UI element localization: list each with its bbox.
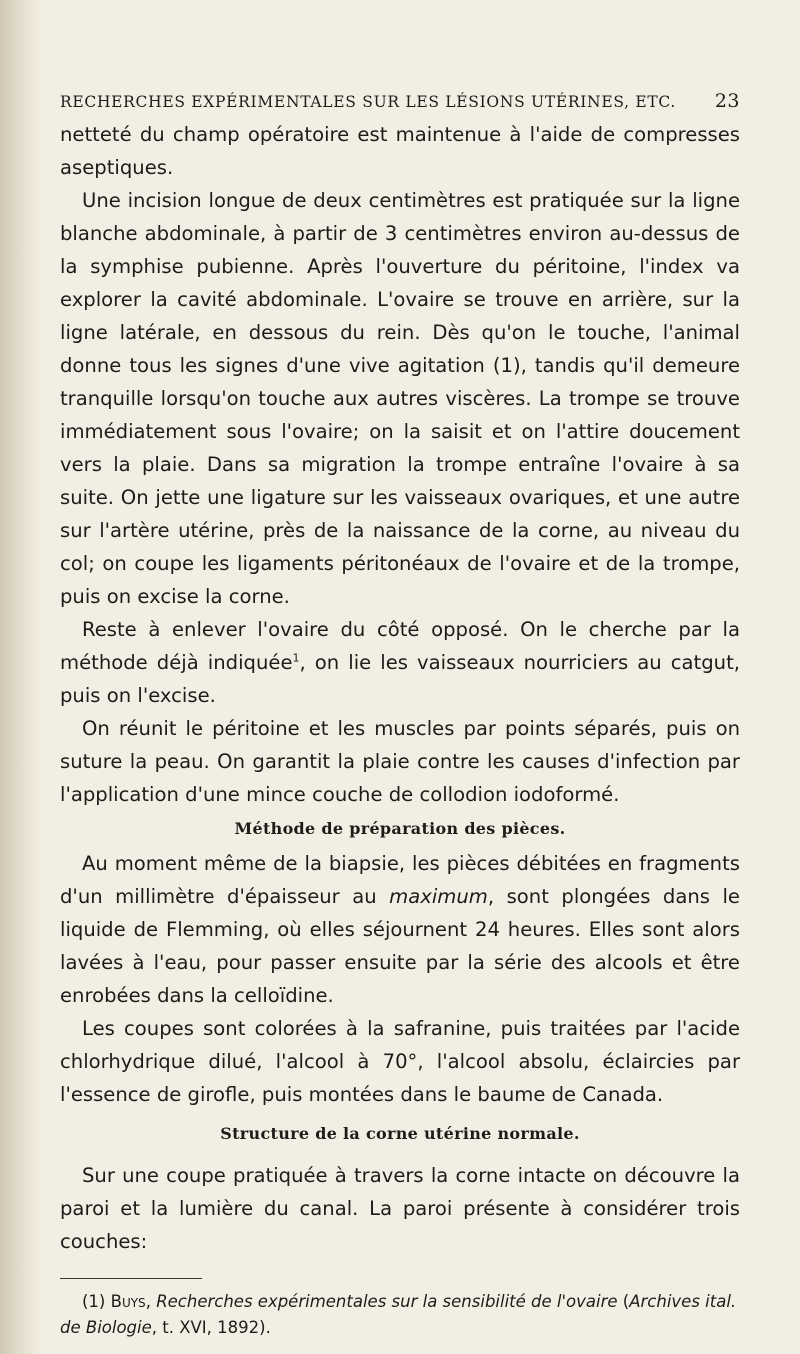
paragraph-text: , sont plongées dans le liquide de Flemming, où elles séjournent 24 heures. Elles sont alors lavées à l'eau, pour passer ensuite par la série des alcools et être enrobées dans la celloïdine.	[60, 885, 740, 1007]
section-heading-method: Méthode de préparation des pièces.	[234, 819, 566, 838]
footnote-title: Recherches expérimentales sur la sensibilité de l'ovaire	[156, 1292, 618, 1311]
paragraph-staining: Les coupes sont colorées à la safranine, puis traitées par l'acide chlorhydrique dilué, l'alcool à 70°, l'alcool absolu, éclaircies par l'essence de girofle, puis montées dans le baume de Canada.	[60, 1017, 740, 1106]
page-edge-shadow	[0, 0, 42, 1354]
page-number: 23	[714, 90, 740, 112]
footnote-separator-text: (	[617, 1292, 630, 1311]
footnote-author: Buys	[110, 1292, 146, 1311]
paragraph-incision: Une incision longue de deux centimètres est pratiquée sur la ligne blanche abdominale, à partir de 3 centimètres environ au-dessus de la symphise pubienne. Après l'ouverture du péritoine, l'index va explorer la cavité abdominale. L'ovaire se trouve en arrière, sur la ligne latérale, en dessous du rein. Dès qu'on le touche, l'animal donne tous les signes d'une vive agitation (1), tandis qu'il demeure tranquille lorsqu'on touche aux autres viscères. La trompe se trouve immédiatement sous l'ovaire; on la saisit et on l'attire doucement vers la plaie. Dans sa migration la trompe entraîne l'ovaire à sa suite. On jette une ligature sur les vaisseaux ovariques, et une autre sur l'artère utérine, près de la naissance de la corne, au niveau du col; on coupe les ligaments péritonéaux de l'ovaire et de la trompe, puis on excise la corne.	[60, 189, 740, 608]
paragraph-text: Reste à enlever l'ovaire du côté opposé. On le cherche par la méthode déjà indiquée	[60, 618, 740, 674]
footnote	[60, 1289, 740, 1341]
paragraph-text: , on lie les vaisseaux nourriciers au catgut, puis on l'excise.	[60, 651, 740, 707]
emphasis-text: maximum	[389, 885, 488, 908]
running-title: RECHERCHES EXPÉRIMENTALES SUR LES LÉSIONS UTÉRINES, ETC.	[60, 93, 677, 111]
footnote-separator	[60, 1278, 202, 1279]
reference-mark: 1	[292, 651, 300, 665]
paragraph-text: Au moment même de la biapsie, les pièces débitées en fragments d'un millimètre d'épaisseur au	[60, 852, 740, 908]
section-heading-structure: Structure de la corne utérine normale.	[220, 1124, 580, 1143]
paragraph-biopsy	[60, 847, 740, 1012]
paragraph-structure: Sur une coupe pratiquée à travers la corne intacte on découvre la paroi et la lumière du canal. La paroi présente à considérer trois couches:	[60, 1164, 740, 1253]
paragraph-suture: On réunit le péritoine et les muscles par points séparés, puis on suture la peau. On garantit la plaie contre les causes d'infection par l'application d'une mince couche de collodion iodoformé.	[60, 717, 740, 806]
footnote-marker: (1)	[82, 1292, 111, 1311]
book-page	[60, 84, 740, 1341]
paragraph-continuation: netteté du champ opératoire est maintenue à l'aide de compresses aseptiques.	[60, 123, 740, 179]
footnote-details: , t. XVI, 1892).	[151, 1318, 271, 1337]
paragraph-opposite-ovary	[60, 613, 740, 712]
running-header	[60, 84, 740, 118]
footnote-separator-text: ,	[145, 1292, 157, 1311]
footnote-journal: Archives ital. de Biologie	[60, 1292, 737, 1337]
